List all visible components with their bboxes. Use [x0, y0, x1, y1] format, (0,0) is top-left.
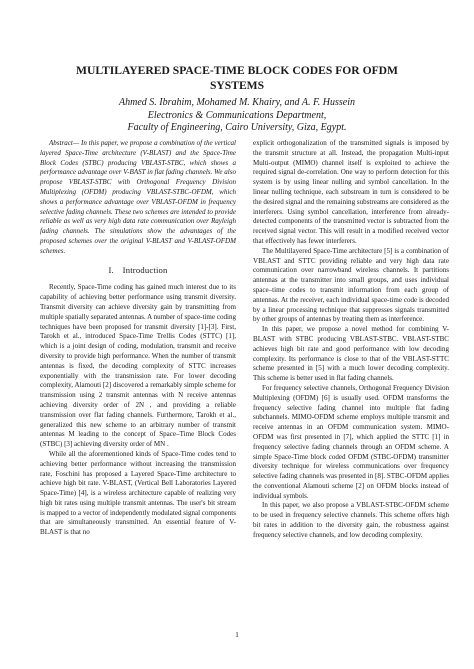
intro-paragraph-1: Recently, Space-Time coding has gained much interest due to its capability of achieving better performance using transmit diversity. Transmit diversity can achieve diversity gain by transmitting from multiple spatially separated antennas. A number of space-time coding techniques have been proposed for transmit diversity [1]-[3]. First, Tarokh et al., introduced Space-Time Trellis Codes (STTC) [1], which is a joint design of coding, modulation, transmit and receive diversity to provide high performance. When the number of transmit antennas is fixed, the decoding complexity of STTC increases exponentially with the transmission rate. For lower decoding complexity, Alamouti [2] discovered a remarkably simple scheme for transmission using 2 transmit antennas with N receive antennas achieving diversity order of 2N , and providing a reliable transmission over flat fading channels. Furthermore, Tarokh et al., generalized this new scheme to an arbitrary number of transmit antennas M leading to the concept of Space–Time Block Codes (STBC) [3] achieving diversity order of MN . [40, 283, 236, 449]
title-line-2: SYSTEMS [209, 79, 265, 92]
abstract-label: Abstract [49, 139, 73, 147]
author-department: Electronics & Communications Department, [147, 109, 327, 121]
right-paragraph-5: In this paper, we also propose a VBLAST-STBC-OFDM scheme to be used in frequency selective channels. This scheme offers high bit rates in addition to the diversity gain, the robustness against frequency selective channels, and low decoding complexity. [253, 501, 449, 539]
left-column [40, 139, 236, 538]
right-paragraph-2: The Multilayered Space-Time architecture [5] is a combination of VBLAST and STTC providing reliable and very high data rate communication over narrowband wireless channels. It partitions antennas at the transmitter into small groups, and uses individual space–time codes to transmit information from each group of antennas. At the receiver, each individual space-time code is decoded by a linear processing technique that suppresses signals transmitted by other groups of antennas by treating them as interference. [253, 246, 449, 324]
abstract [40, 139, 236, 257]
author-block [40, 97, 434, 135]
author-affiliation: Faculty of Engineering, Cairo University, Giza, Egypt. [127, 122, 347, 133]
right-column [253, 139, 449, 541]
right-paragraph-4: For frequency selective channels, Orthogonal Frequency Division Multiplexing (OFDM) [6] is usually used. OFDM transforms the frequency selective fading channel into multiple flat fading subchannels. MIMO-OFDM scheme employs multiple transmit and receive antennas in an OFDM communication system. MIMO-OFDM was first presented in [7], which applied the STTC [1] in frequency selective fading channels through an OFDM scheme. A simple Space-Time block coded OFDM (STBC-OFDM) transmitter diversity technique for wireless communications over frequency selective fading channels was presented in [8]. STBC-OFDM applies the conventional Alamouti scheme [2] on OFDM blocks instead of individual symbols. [253, 383, 449, 500]
page-number: 1 [235, 630, 239, 639]
section-heading-introduction: I. Introduction [108, 264, 168, 275]
right-paragraph-3: In this paper, we propose a novel method for combining V-BLAST with STBC producing VBLAST-STBC. VBLAST-STBC achieves high bit rate and good performance with low decoding complexity. Its performance is close to that of the VBLAST-STTC scheme presented in [5] with a much lower decoding complexity. This scheme is better used in flat fading channels. [253, 325, 449, 383]
abstract-text: — In this paper, we propose a combination of the vertical layered Space-Time architecture (V-BLAST) and the Space-Time Block Codes (STBC) producing VBLAST-STBC, which shows a performance advantage over V-BAST in flat fading channels. We also propose VBLAST-STBC with Orthogonal Frequency Division Multiplexing (OFDM) producing VBLAST-STBC-OFDM, which shows a performance advantage over VBLAST-OFDM in frequency selective fading channels. These two schemes are intended to provide reliable as well as very high data rate communication over Rayleigh fading channels. The simulations show the advantages of the proposed schemes over the original V-BLAST and V-BLAST-OFDM schemes. [40, 139, 236, 255]
right-paragraph-1: explicit orthogonalization of the transmitted signals is imposed by the transmit structure at all. Instead, the propagation Multi-input Multi-output (MIMO) channel itself is exploited to achieve the required signal de-correlation. One way to perform detection for this system is by using linear nulling and symbol cancellation. In the linear nulling technique, each substream in turn is considered to be the desired signal and the remaining substreams are considered as the interferers. Using symbol cancellation, interference from already-detected components of the transmitted vector is subtracted from the received signal vector. This will result in a modified received vector that effectively has fewer interferers. [253, 139, 449, 245]
title-line-1: MULTILAYERED SPACE-TIME BLOCK CODES FOR OFDM [76, 64, 398, 77]
author-names: Ahmed S. Ibrahim, Mohamed M. Khairy, and A. F. Hussein [118, 97, 355, 108]
paper-title [40, 63, 434, 93]
intro-paragraph-2: While all the aforementioned kinds of Space-Time codes tend to achieving better performance without increasing the transmission rate, Foschini has proposed a Layered Space-Time architecture to achieve high bit rate. V-BLAST, (Vertical Bell Laboratories Layered Space-Time) [4], is a wireless architecture capable of realizing very high bit rates using multiple transmit antennas. The user's bit stream is mapped to a vector of independently modulated signal components that are simultaneously transmitted. An essential feature of V-BLAST is that no [40, 449, 236, 537]
